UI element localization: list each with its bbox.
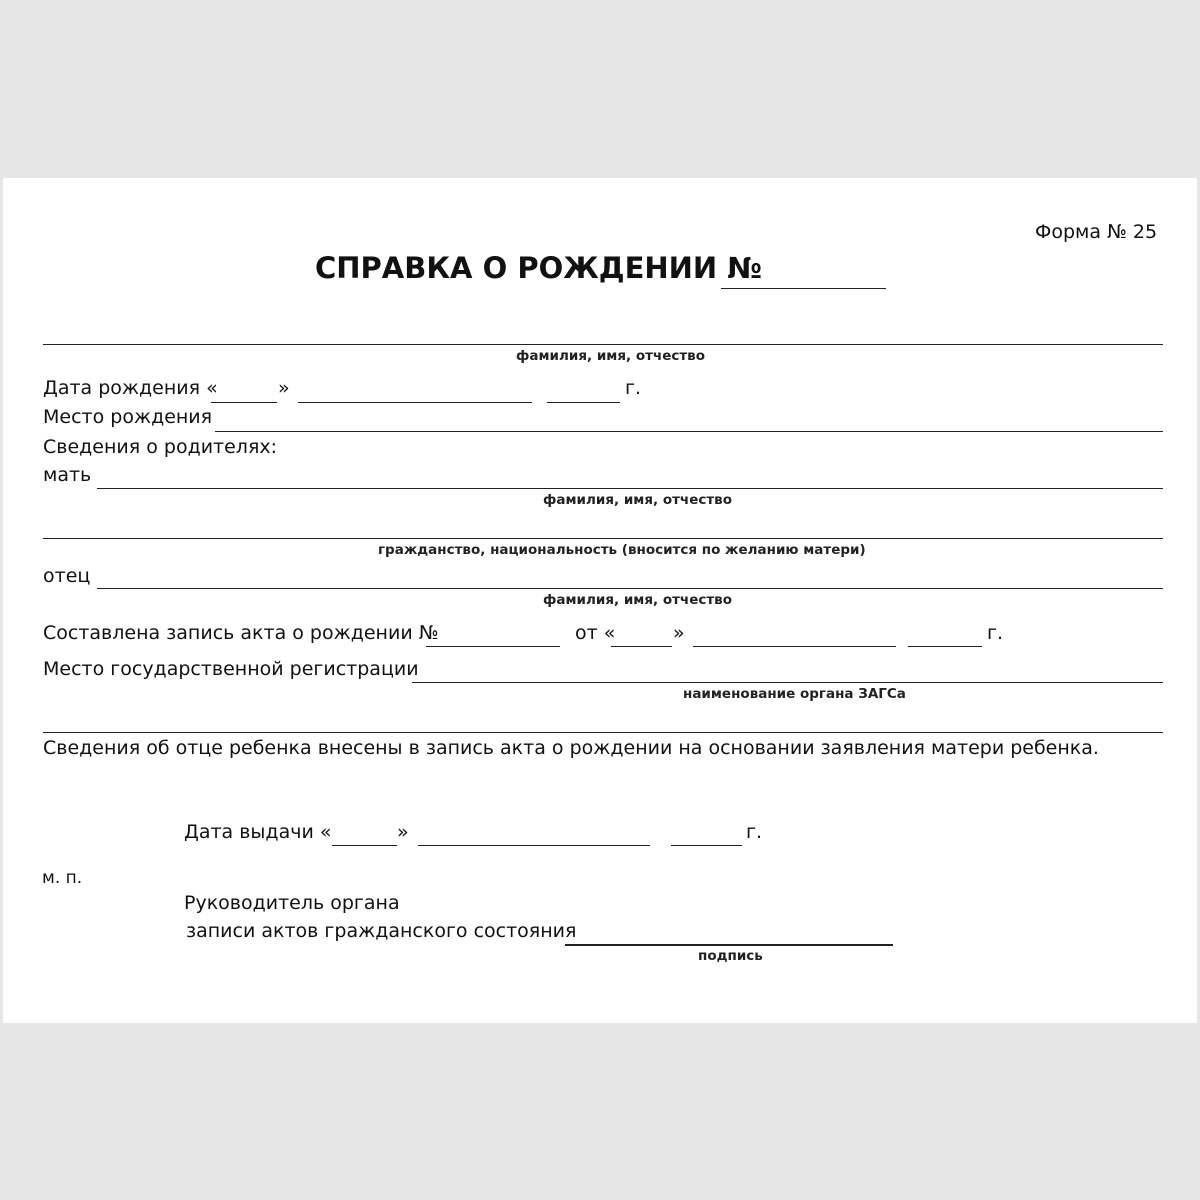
- form-number: Форма № 25: [1035, 221, 1158, 243]
- stamp-label: м. п.: [42, 868, 83, 888]
- issue-day-line[interactable]: [332, 845, 397, 846]
- birth-place-label: Место рождения: [43, 406, 213, 428]
- issue-year-line[interactable]: [671, 845, 742, 846]
- signature-line[interactable]: [565, 944, 893, 946]
- document-sheet: [3, 178, 1197, 1023]
- birth-month-line[interactable]: [298, 402, 532, 403]
- issue-year-suffix: г.: [746, 821, 763, 843]
- head-label-line1: Руководитель органа: [184, 892, 400, 914]
- certificate-number-line[interactable]: [721, 288, 886, 289]
- record-from-label: от «: [575, 622, 616, 644]
- record-label: Составлена запись акта о рождении №: [43, 622, 439, 644]
- registration-extra-line[interactable]: [43, 732, 1163, 733]
- father-info-note: Сведения об отце ребенка внесены в запись акта о рождении на основании заявления матери ребенка.: [43, 737, 1099, 759]
- registration-place-label: Место государственной регистрации: [43, 658, 419, 680]
- issue-date-label: Дата выдачи «: [184, 821, 332, 843]
- mother-citizenship-line[interactable]: [43, 538, 1163, 539]
- record-day-line[interactable]: [611, 646, 672, 647]
- full-name-line[interactable]: [43, 344, 1163, 345]
- birth-date-label: Дата рождения «: [43, 377, 218, 399]
- father-label: отец: [43, 565, 91, 587]
- birth-day-line[interactable]: [211, 402, 277, 403]
- issue-month-line[interactable]: [418, 845, 650, 846]
- record-year-suffix: г.: [987, 622, 1004, 644]
- birth-year-line[interactable]: [547, 402, 620, 403]
- father-name-caption: фамилия, имя, отчество: [543, 592, 732, 608]
- registration-place-line[interactable]: [412, 682, 1163, 683]
- birth-year-suffix: г.: [625, 377, 642, 399]
- record-quote-close: »: [673, 622, 685, 644]
- birth-place-line[interactable]: [215, 431, 1163, 432]
- head-label-line2: записи актов гражданского состояния: [186, 920, 577, 942]
- document-title: СПРАВКА О РОЖДЕНИИ №: [315, 251, 763, 285]
- full-name-caption: фамилия, имя, отчество: [516, 348, 705, 364]
- birth-date-quote-close: »: [278, 377, 290, 399]
- record-month-line[interactable]: [693, 646, 896, 647]
- mother-citizenship-caption: гражданство, национальность (вносится по желанию матери): [378, 542, 866, 558]
- mother-label: мать: [43, 464, 92, 486]
- father-name-line[interactable]: [97, 588, 1163, 589]
- parents-label: Сведения о родителях:: [43, 436, 278, 458]
- signature-caption: подпись: [698, 948, 763, 964]
- record-year-line[interactable]: [908, 646, 982, 647]
- zags-caption: наименование органа ЗАГСа: [683, 686, 906, 702]
- issue-date-quote-close: »: [397, 821, 409, 843]
- record-number-line[interactable]: [426, 646, 560, 647]
- mother-name-caption: фамилия, имя, отчество: [543, 492, 732, 508]
- mother-name-line[interactable]: [97, 488, 1163, 489]
